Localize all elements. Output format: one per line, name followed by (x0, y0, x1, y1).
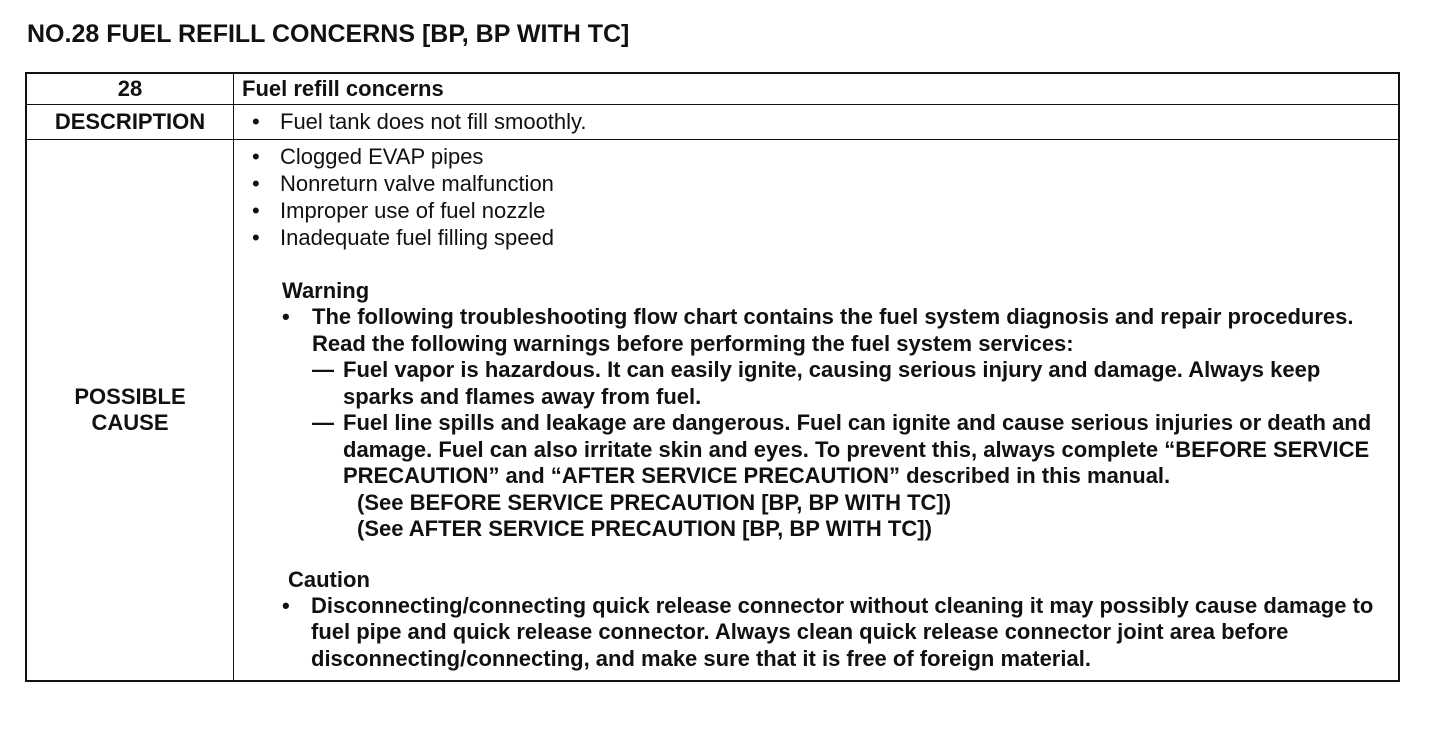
description-cell (234, 105, 1400, 140)
possible-cause-row (26, 140, 1399, 682)
warning-intro: • The following troubleshooting flow chart contains the fuel system diagnosis and repair procedures. Read the following warnings before performing the fuel system services: (242, 304, 1388, 357)
warning-item-vapor: — Fuel vapor is hazardous. It can easily ignite, causing serious injury and damage. Always keep sparks and flames away from fuel. (242, 357, 1388, 410)
possible-cause-label (26, 140, 234, 682)
caution-heading: Caution (288, 566, 370, 592)
table-header-row (26, 73, 1399, 105)
caution-text: • Disconnecting/connecting quick release connector without cleaning it may possibly cause damage to fuel pipe and quick release connector. Always clean quick release connector joint area before disconnecting/connecting, and make sure that it is free of foreign material. (242, 593, 1388, 673)
cause-item: • Improper use of fuel nozzle (242, 197, 1388, 224)
cause-list (242, 143, 1388, 251)
description-row (26, 105, 1399, 140)
possible-cause-label-line2: CAUSE (91, 410, 169, 435)
troubleshooting-table (25, 72, 1400, 682)
symptom-name: Fuel refill concerns (234, 73, 1400, 105)
cause-item: • Inadequate fuel filling speed (242, 224, 1388, 251)
page-title: NO.28 FUEL REFILL CONCERNS [BP, BP WITH TC] (27, 20, 630, 48)
warning-item-spills: — Fuel line spills and leakage are dangerous. Fuel can ignite and cause serious injuries or death and damage. Fuel can also irritate skin and eyes. To prevent this, always complete “BEFORE SERVICE PRECAUTION” and “AFTER SERVICE PRECAUTION” described in this manual. (242, 410, 1388, 490)
possible-cause-label-line1: POSSIBLE (74, 384, 186, 409)
description-label: DESCRIPTION (26, 105, 234, 140)
reference-link-before[interactable]: (See BEFORE SERVICE PRECAUTION [BP, BP WITH TC]) (357, 489, 952, 515)
description-item: • Fuel tank does not fill smoothly. (242, 109, 1398, 135)
symptom-number: 28 (26, 73, 234, 105)
cause-item: • Clogged EVAP pipes (242, 143, 1388, 170)
reference-link-after[interactable]: (See AFTER SERVICE PRECAUTION [BP, BP WITH TC]) (357, 516, 932, 541)
cause-item: • Nonreturn valve malfunction (242, 170, 1388, 197)
warning-heading: Warning (282, 278, 370, 303)
possible-cause-cell (234, 140, 1400, 682)
